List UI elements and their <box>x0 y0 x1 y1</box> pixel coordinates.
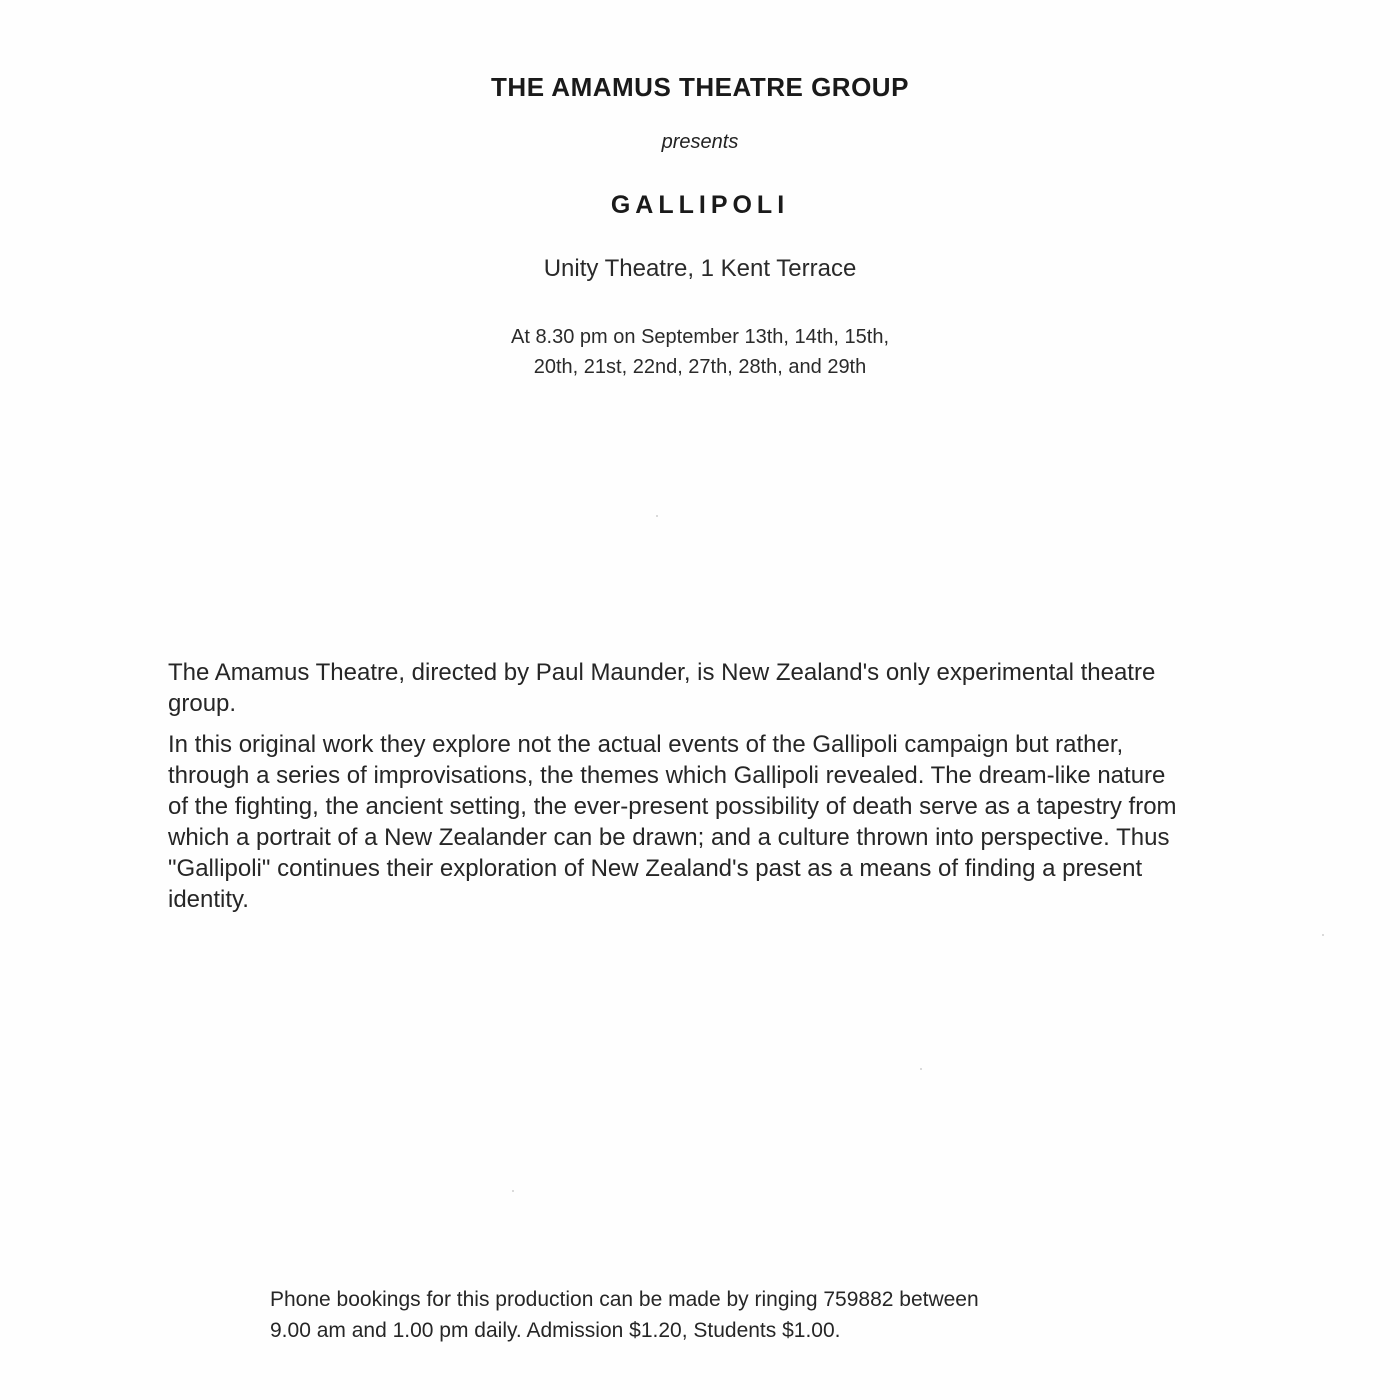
paper-speck <box>920 1068 922 1070</box>
play-title: GALLIPOLI <box>610 191 790 219</box>
booking-line-2: 9.00 am and 1.00 pm daily. Admission $1.20, Students $1.00. <box>270 1319 841 1342</box>
performance-dates <box>0 322 1400 382</box>
venue-line: Unity Theatre, 1 Kent Terrace <box>543 255 857 282</box>
booking-line-1: Phone bookings for this production can be made by ringing 759882 between <box>270 1288 979 1311</box>
performance-dates-line-1: At 8.30 pm on September 13th, 14th, 15th, <box>510 326 890 348</box>
about-section <box>168 657 1178 925</box>
paper-speck <box>512 1190 514 1192</box>
booking-info <box>270 1284 1150 1346</box>
performance-dates-line-2: 20th, 21st, 22nd, 27th, 28th, and 29th <box>533 356 867 378</box>
theatre-group-name: THE AMAMUS THEATRE GROUP <box>491 72 909 102</box>
paper-speck <box>1322 934 1324 936</box>
presents-line: presents <box>661 131 739 153</box>
about-paragraph-description: In this original work they explore not the actual events of the Gallipoli campaign but rather, through a series of improvisations, the themes which Gallipoli revealed. The dream-like nature of the fighting, the ancient setting, the ever-present possibility of death serve as a tapestry from which a portrait of a New Zealander can be drawn; and a culture thrown into perspective. Thus "Gallipoli" continues their exploration of New Zealand's past as a means of finding a present identity. <box>168 731 1177 913</box>
about-paragraph-intro: The Amamus Theatre, directed by Paul Maunder, is New Zealand's only experimental theatre group. <box>168 659 1156 717</box>
paper-speck <box>656 515 658 517</box>
